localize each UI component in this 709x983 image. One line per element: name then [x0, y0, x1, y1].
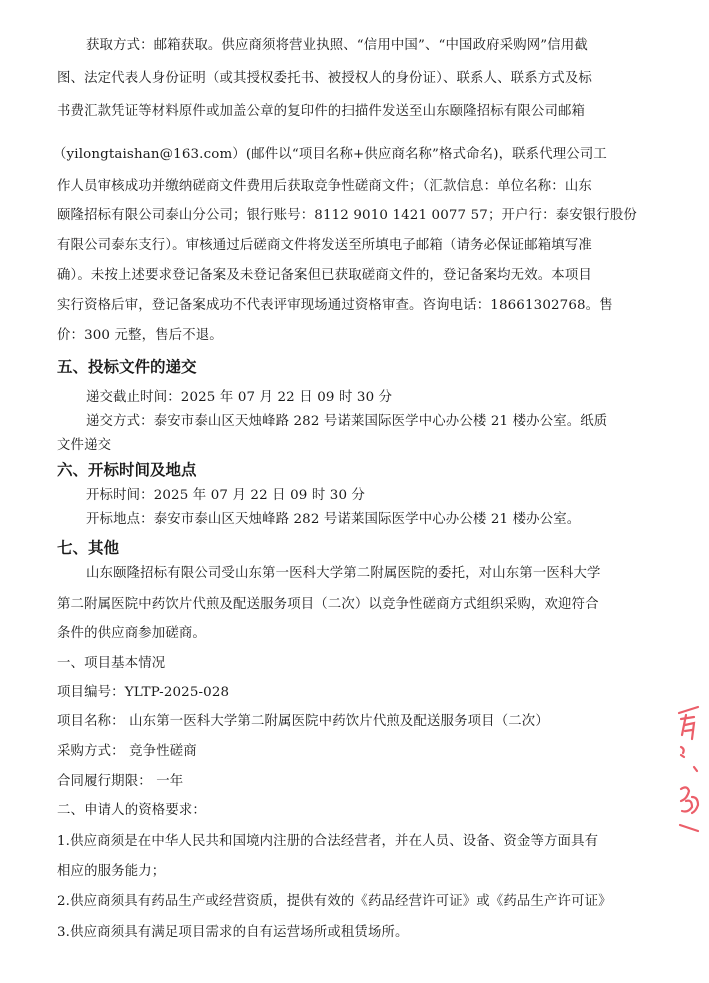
text-line: 合同履行期限： 一年 — [57, 774, 184, 789]
text-line: 作人员审核成功并缴纳磋商文件费用后获取竞争性磋商文件；（汇款信息：单位名称：山东 — [57, 179, 592, 194]
subheading: 一、项目基本情况 — [57, 656, 166, 671]
text-line: 3.供应商须具有满足项目需求的自有运营场所或租赁场所。 — [57, 925, 409, 940]
text-line: 确）。未按上述要求登记备案及未登记备案但已获取磋商文件的，登记备案均无效。本项目 — [57, 268, 592, 283]
text-line: 开标时间：2025 年 07 月 22 日 09 时 30 分 — [86, 488, 366, 503]
text-line: 采购方式： 竞争性磋商 — [57, 744, 197, 759]
text-line: 有限公司泰东支行）。审核通过后磋商文件将发送至所填电子邮箱（请务必保证邮箱填写准 — [57, 238, 592, 253]
section-heading: 五、投标文件的递交 — [57, 358, 197, 376]
text-line: 获取方式：邮箱获取。供应商须将营业执照、“信用中国”、“中国政府采购网”信用截 — [86, 38, 588, 53]
text-line: 项目名称： 山东第一医科大学第二附属医院中药饮片代煎及配送服务项目（二次） — [57, 714, 549, 729]
text-line: 第二附属医院中药饮片代煎及配送服务项目（二次）以竞争性磋商方式组织采购，欢迎符合 — [57, 597, 599, 612]
text-line: 递交截止时间：2025 年 07 月 22 日 09 时 30 分 — [86, 390, 393, 405]
text-line: 2.供应商须具有药品生产或经营资质，提供有效的《药品经营许可证》或《药品生产许可证》 — [57, 894, 612, 909]
subheading: 二、申请人的资格要求： — [57, 803, 206, 818]
text-line: 条件的供应商参加磋商。 — [57, 626, 206, 641]
text-line: 图、法定代表人身份证明（或其授权委托书、被授权人的身份证）、联系人、联系方式及标 — [57, 71, 592, 86]
text-line: 颐隆招标有限公司泰山分公司；银行账号：8112 9010 1421 0077 57；开户行：泰安银行股份 — [57, 208, 637, 223]
text-line: 开标地点：泰安市泰山区天烛峰路 282 号诺莱国际医学中心办公楼 21 楼办公室。 — [86, 512, 581, 527]
text-line: 实行资格后审，登记备案成功不代表评审现场通过资格审查。咨询电话：18661302768。售 — [57, 298, 613, 313]
text-line: 文件递交 — [57, 438, 112, 453]
text-line: （yilongtaishan@163.com）(邮件以“项目名称+供应商名称”格式命名)，联系代理公司工 — [53, 147, 607, 162]
section-heading: 七、其他 — [57, 539, 120, 557]
text-line: 1.供应商须是在中华人民共和国境内注册的合法经营者，并在人员、设备、资金等方面具有 — [57, 834, 599, 849]
seal-stamp — [676, 705, 706, 835]
text-line: 项目编号：YLTP-2025-028 — [57, 685, 230, 700]
text-line: 山东颐隆招标有限公司受山东第一医科大学第二附属医院的委托，对山东第一医科大学 — [86, 566, 601, 581]
text-line: 书费汇款凭证等材料原件或加盖公章的复印件的扫描件发送至山东颐隆招标有限公司邮箱 — [57, 104, 586, 119]
text-line: 价：300 元整，售后不退。 — [57, 328, 223, 343]
section-heading: 六、开标时间及地点 — [57, 461, 197, 479]
text-line: 递交方式：泰安市泰山区天烛峰路 282 号诺莱国际医学中心办公楼 21 楼办公室。纸质 — [86, 414, 608, 429]
text-line: 相应的服务能力； — [57, 864, 166, 879]
